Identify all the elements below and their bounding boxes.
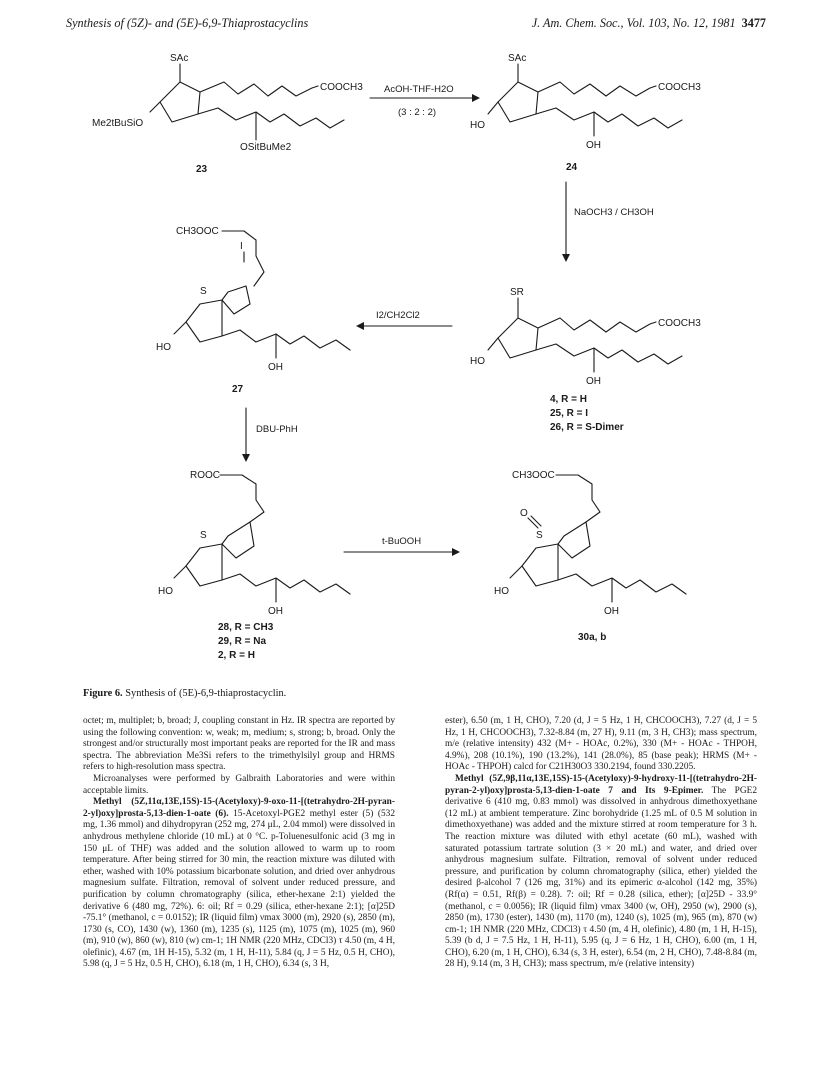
- running-title: Synthesis of (5Z)- and (5E)-6,9-Thiaprostacyclins: [66, 16, 309, 30]
- step4-reagent: DBU-PhH: [256, 424, 298, 435]
- c4-line-1: 4, R = H: [550, 394, 587, 405]
- compound-28: [158, 470, 350, 661]
- left-paragraph-2: Microanalyses were performed by Galbraith Laboratories and were within acceptable limits.: [83, 773, 395, 796]
- compound-23: [92, 53, 363, 175]
- c28-line-1: 28, R = CH3: [218, 622, 274, 633]
- step3-reagent: I2/CH2Cl2: [376, 310, 420, 321]
- left-paragraph-3: [83, 797, 395, 971]
- c28-line-2: 29, R = Na: [218, 636, 267, 647]
- c24-oh-label: OH: [586, 140, 601, 151]
- figure-label: Figure 6.: [83, 688, 123, 699]
- c27-s-label: S: [200, 286, 207, 297]
- right-paragraph-1: ester), 6.50 (m, 1 H, CHO), 7.20 (d, J = 5 Hz, 1 H, CHCOOCH3), 7.27 (d, J = 5 Hz, 1 H, CHCOOCH3), 7.32-8.84 (m, 27 H), 9.11 (m, 3 H, CH3); mass spectrum, m/e (relative intensity) 432 (M+ - HOAc, 0.2%), 330 (M+ - HOAc - THPOH, 4.9%), 208 (10.1%), 190 (13.2%), 141 (28.0%), 85 (base peak); HRMS (M+ - HOAc - THPOH) calcd for C21H30O3 330.2194, found 330.2205.: [445, 716, 757, 773]
- c24-ho-label: HO: [470, 120, 485, 131]
- compound-7-heading: Methyl (5Z,9β,11α,13E,15S)-15-(Acetyloxy)-9-hydroxy-11-[(tetrahydro-2H-pyran-2-yl)oxy]prosta-5,13-dien-1-oate 7 and Its 9-Epimer.: [445, 773, 757, 796]
- arrow-step-3: [356, 310, 452, 330]
- c28-line-3: 2, R = H: [218, 650, 255, 661]
- c23-tbs-ether-label: Me2tBuSiO: [92, 118, 144, 129]
- c4-oh-label: OH: [586, 376, 601, 387]
- page-number: 3477: [741, 16, 766, 30]
- step1-ratio: (3 : 2 : 2): [398, 107, 437, 118]
- c30-number: 30a, b: [578, 632, 607, 643]
- step5-reagent: t-BuOOH: [382, 536, 422, 547]
- c27-ho-label: HO: [156, 342, 171, 353]
- step1-reagent: AcOH-THF-H2O: [384, 84, 454, 95]
- left-text-column: [83, 716, 395, 971]
- compound-24: [470, 53, 701, 173]
- c27-iodo-label: I: [240, 241, 243, 252]
- compound-27: [156, 226, 350, 395]
- compound-30: [494, 470, 686, 643]
- compound-4: [470, 287, 701, 433]
- c27-oh-label: OH: [268, 362, 283, 373]
- arrow-step-1: [370, 84, 480, 118]
- c30-s-label: S: [536, 530, 543, 541]
- c28-s-label: S: [200, 530, 207, 541]
- c30-oh-label: OH: [604, 606, 619, 617]
- figure-caption-text: Synthesis of (5E)-6,9-thiaprostacyclin.: [125, 688, 287, 699]
- c23-tbs-ether-label-2: OSitBuMe2: [240, 142, 292, 153]
- c27-number: 27: [232, 384, 244, 395]
- right-paragraph-2: [445, 774, 757, 971]
- left-paragraph-1: octet; m, multiplet; b, broad; J, coupling constant in Hz. IR spectra are reported by using the following convention: w, weak; m, medium; s, strong; b, broad. Only the strongest and/or structurally most important peaks are reported for the IR and mass spectra. The abbreviation Me3Si refers to the trimethylsilyl group and HRMS refers to high-resolution mass spectra.: [83, 716, 395, 773]
- c24-sac-label: SAc: [508, 53, 527, 64]
- c4-ho-label: HO: [470, 356, 485, 367]
- c27-ester-label: CH3OOC: [176, 226, 219, 237]
- compound-6-procedure: 15-Acetoxyl-PGE2 methyl ester (5) (532 mg, 1.36 mmol) and dihydropyran (252 mg, 274 μL, 2.04 mmol) were dissolved in anhydrous methylene chloride (10 mL) at 0 °C. p-Toluenesulfonic acid (3 mg in 150 μL of THF) was added and the solution allowed to warm up to room temperature. After being stirred for 30 min, the reaction mixture was diluted with ether, washed with 10% potassium bicarbonate solution, and dried over anhydrous magnesium sulfate. Filtration, removal of solvent under reduced pressure, and purification by column chromatography (silica, ether-hexane 2:1) yielded the derivative 6 (480 mg, 72%). 6: oil; Rf = 0.29 (silica, ether-hexane 2:1); [α]25D -75.1° (methanol, c = 0.0152); IR (liquid film) νmax 3000 (m), 2920 (s), 2850 (m), 1730 (s, CO), 1430 (w), 1360 (m), 1235 (s), 1125 (m), 1075 (m), 1025 (m), 960 (m), 910 (w), 860 (w), 810 (w) cm-1; 1H NMR (220 MHz, CDCl3) τ 4.50 (m, 4 H, olefinic), 4.67 (m, 1H H-15), 5.32 (m, 1 H, H-11), 5.84 (q, J = 5 Hz, 0.5 H, CHO), 5.98 (q, J = 5 Hz, 0.5 H, CHO), 6.18 (m, 1 H, CHO), 6.34 (s, 3 H,: [83, 808, 395, 970]
- arrow-step-5: [344, 536, 460, 556]
- c4-line-3: 26, R = S-Dimer: [550, 422, 624, 433]
- c4-line-2: 25, R = I: [550, 408, 589, 419]
- c4-sr-label: SR: [510, 287, 524, 298]
- arrow-step-4: [242, 408, 298, 462]
- c28-ester-label: ROOC: [190, 470, 220, 481]
- right-text-column: [445, 716, 757, 971]
- c30-ho-label: HO: [494, 586, 509, 597]
- c4-ester-label: COOCH3: [658, 318, 701, 329]
- c28-oh-label: OH: [268, 606, 283, 617]
- step2-reagent: NaOCH3 / CH3OH: [574, 207, 654, 218]
- journal-name: J. Am. Chem. Soc., Vol. 103, No. 12, 1981: [531, 16, 736, 30]
- c23-sac-label: SAc: [170, 53, 189, 64]
- c24-number: 24: [566, 162, 578, 173]
- c23-ester-label: COOCH3: [320, 82, 363, 93]
- figure-caption: [83, 688, 286, 699]
- compound-7-procedure: The PGE2 derivative 6 (410 mg, 0.83 mmol) was dissolved in anhydrous dimethoxyethane (12 mL) at ambient temperature. Zinc borohydride (1.25 mL of 0.5 M solution in dimethoxyethane) was added and the mixture stirred at room temperature for 3 h. The reaction mixture was diluted with ethyl acetate (60 mL), washed with saturated potassium tartrate solution (3 × 20 mL) and water, and dried over anhydrous magnesium sulfate. Filtration, removal of solvent under reduced pressure, and purification by column chromatography (silica, ether) yielded the desired β-alcohol 7 (126 mg, 31%) and its epimeric α-alcohol (142 mg, 35%) (Rf(α) = 0.51, Rf(β) = 0.28). 7: oil; Rf = 0.28 (silica, ether); [α]25D - 33.9° (methanol, c = 0.0056); IR (liquid film) νmax 3400 (w, OH), 2950 (w), 2900 (s), 2850 (m), 1730 (ester), 1430 (m), 1170 (m), 1240 (s), 1025 (m), 965 (m), 870 (w) cm-1; 1H NMR (220 MHz, CDCl3) τ 4.50 (m, 4 H, olefinic), 4.80 (m, 1 H, H-15), 5.39 (b d, J = 7.5 Hz, 1 H, H-11), 5.95 (q, J = 6 Hz, 1 H, CHO), 6.00 (m, 1 H, CHO), 6.20 (m, 1 H, CHO), 6.34 (s, 3 H, ester), 6.54 (m, 2 H, CHO), 7.48-8.84 (m, 28 H), 9.14 (m, 3 H, CH3); mass spectrum, m/e (relative intensity): [445, 785, 758, 970]
- c24-ester-label: COOCH3: [658, 82, 701, 93]
- c30-o-label: O: [520, 508, 528, 519]
- compound-6-heading: Methyl (5Z,11α,13E,15S)-15-(Acetyloxy)-9-oxo-11-[(tetrahydro-2H-pyran-2-yl)oxy]prosta-5,13-dien-1-oate (6).: [83, 797, 395, 819]
- c28-ho-label: HO: [158, 586, 173, 597]
- c30-ester-label: CH3OOC: [512, 470, 555, 481]
- c23-number: 23: [196, 164, 208, 175]
- arrow-step-2: [562, 182, 654, 262]
